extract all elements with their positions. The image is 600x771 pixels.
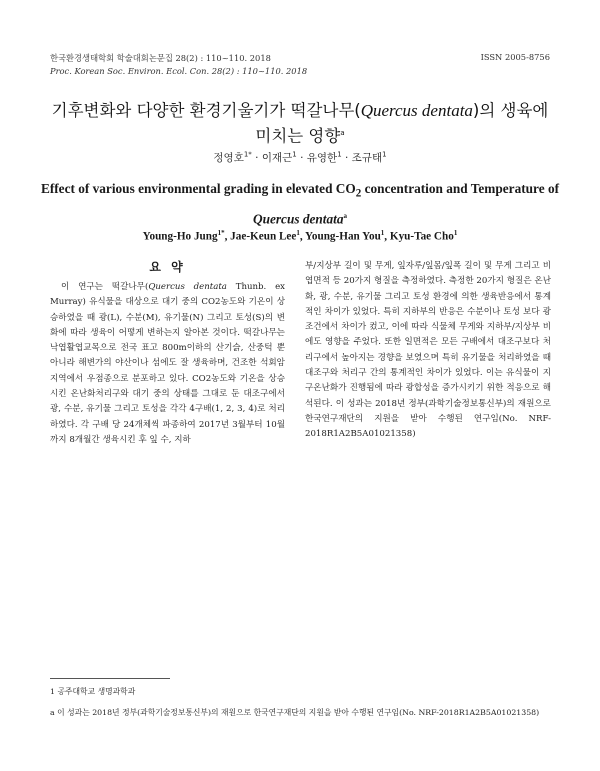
footnote-divider bbox=[50, 678, 170, 679]
author-name: 정영호 bbox=[213, 152, 244, 164]
title-ko-species: Quercus dentata bbox=[360, 101, 473, 120]
author-name: 유영한 bbox=[306, 152, 338, 164]
abstract-left-a: 이 연구는 떡갈나무( bbox=[61, 282, 149, 292]
author-affiliation-mark: 1 bbox=[382, 150, 387, 159]
paper-title-en bbox=[40, 178, 560, 230]
author-affiliation-mark: 1* bbox=[243, 150, 252, 159]
author-list-ko bbox=[40, 150, 560, 165]
abstract-left-species: Quercus dentata bbox=[148, 282, 227, 292]
author-name: Jae-Keun Lee bbox=[230, 230, 297, 243]
title-ko-part2: )의 생육에 bbox=[472, 101, 549, 120]
title-en-species: Quercus dentata bbox=[252, 211, 344, 227]
abstract-left-b: Thunb. ex Murray) 유식물을 대상으로 대기 중의 CO2농도와 기온이 상승하였을 때 광(L), 수분(M), 유기물(N) 그리고 토성(S)의 변화에 따라 생육이 어떻게 변하는지 알아본 것이다. 떡갈나무는 낙엽활엽교목으로 전국 표고 800m이하의 산기슭, 산중턱 뿐 아니라 해변가의 야산이나 섬에도 잘 생육하며, 건조한 석회암 지역에서 우점종으로 분포하고 있다. CO2농도와 기온을 상승시킨 온난화처리구와 대기 중의 상태를 그대로 둔 대조구에서 광, 수분, 유기물 그리고 토성을 각각 4구배(1, 2, 3, 4)로 처리하였다. 각 구배 당 24개체씩 파종하여 2017년 3월부터 10월까지 8개월간 생육시킨 후 잎 수, 지하 bbox=[50, 282, 286, 445]
author-separator: , bbox=[224, 230, 231, 243]
author-separator: , bbox=[384, 230, 390, 243]
title-en-sup: a bbox=[343, 211, 347, 220]
footnote-affiliation: 1 공주대학교 생명과학과 bbox=[50, 687, 136, 696]
title-en-sub: 2 bbox=[355, 187, 362, 200]
author-separator: · bbox=[341, 152, 352, 164]
author-name: 조규태 bbox=[351, 152, 383, 164]
abstract-column-right: 부/지상부 길이 및 무게, 잎자루/잎몸/잎폭 길이 및 무게 그리고 비엽면적 등 20가지 형질을 측정하였다. 측정한 20가지 형질은 온난화, 광, 수분, 유기물 그리고 토성 환경에 의한 생육반응에서 통계적인 차이가 있었다. 특히 지하부의 반응은 수분이나 토성 보다 광 조건에서 차이가 컸고, 이에 따라 식물체 무게와 지하부/지상부 비에도 영향을 주었다. 또한 일면적은 모든 구배에서 대조구보다 처리구에서 높아지는 경향을 보였으며 특히 유기물을 처리하였을 때 대조구와 처리구 간의 통계적인 차이가 있었다. 이는 유식물이 지구온난화가 진행됨에 따라 광합성을 증가시키기 위한 적응으로 해석된다. 이 성과는 2018년 정부(과학기술정보통신부)의 재원으로 한국연구재단의 지원을 받아 수행된 연구임(No. NRF-2018R1A2B5A01021358) bbox=[305, 261, 551, 440]
running-header bbox=[50, 52, 307, 78]
title-ko-part1: 기후변화와 다양한 환경기울기가 떡갈나무( bbox=[51, 101, 361, 120]
footnote-funding: a 이 성과는 2018년 정부(과학기술정보통신부)의 재원으로 한국연구재단의 지원을 받아 수행된 연구임(No. NRF-2018R1A2B5A01021358) bbox=[50, 708, 540, 717]
author-list-en bbox=[40, 229, 560, 243]
author-affiliation-mark: 1 bbox=[337, 150, 342, 159]
journal-name-ko: 한국환경생태학회 학술대회논문집 28(2) : 110~110. 2018 bbox=[50, 53, 271, 63]
abstract-column-left bbox=[50, 280, 285, 448]
author-separator: · bbox=[251, 152, 262, 164]
author-affiliation-mark: 1 bbox=[453, 229, 458, 237]
title-en-part1: Effect of various environmental grading in elevated CO bbox=[40, 181, 356, 196]
paper-title-ko bbox=[40, 99, 560, 148]
author-name: 이재근 bbox=[261, 152, 293, 164]
author-affiliation-mark: 1* bbox=[217, 229, 225, 237]
author-affiliation-mark: 1 bbox=[292, 150, 297, 159]
journal-name-en: Proc. Korean Soc. Environ. Ecol. Con. 28(2) : 110~110. 2018 bbox=[50, 66, 308, 76]
author-affiliation-mark: 1 bbox=[380, 229, 385, 237]
title-ko-line2: 미치는 영향 bbox=[255, 126, 341, 146]
author-separator: · bbox=[296, 152, 307, 164]
issn: ISSN 2005-8756 bbox=[480, 52, 550, 62]
author-name: Kyu-Tae Cho bbox=[389, 230, 454, 243]
author-separator: , bbox=[299, 230, 306, 243]
title-en-part2: concentration and Temperature of bbox=[361, 181, 560, 196]
abstract-heading: 요 약 bbox=[149, 260, 186, 274]
author-name: Young-Ho Jung bbox=[142, 230, 218, 243]
author-affiliation-mark: 1 bbox=[296, 229, 300, 237]
author-name: Young-Han You bbox=[305, 230, 381, 243]
title-ko-sup: a bbox=[340, 129, 345, 137]
